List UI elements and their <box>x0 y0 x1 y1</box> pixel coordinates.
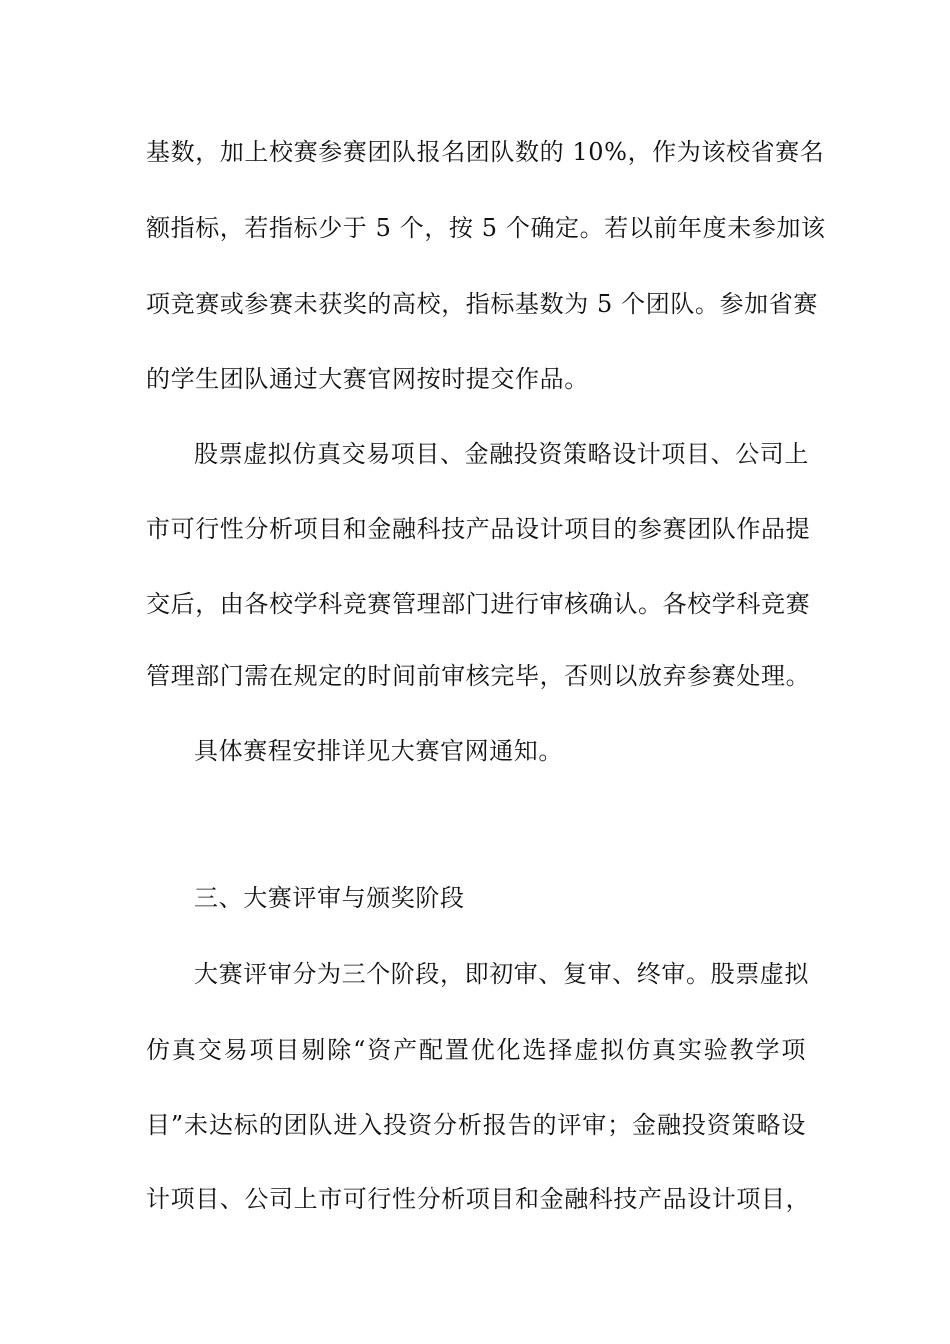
paragraph-line: 基数，加上校赛参赛团队报名团队数的 10%，作为该校省赛名 <box>146 138 825 166</box>
paragraph-line: 具体赛程安排详见大赛官网通知。 <box>194 737 563 765</box>
paragraph-line: 的学生团队通过大赛官网按时提交作品。 <box>146 365 589 393</box>
paragraph-line: 仿真交易项目剔除“资产配置优化选择虚拟仿真实验教学项 <box>146 1036 806 1064</box>
paragraph-line: 大赛评审分为三个阶段，即初审、复审、终审。股票虚拟 <box>194 960 809 988</box>
paragraph-line: 项竞赛或参赛未获奖的高校，指标基数为 5 个团队。参加省赛 <box>146 290 818 318</box>
paragraph-line: 交后，由各校学科竞赛管理部门进行审核确认。各校学科竞赛 <box>146 590 811 618</box>
paragraph-line: 计项目、公司上市可行性分析项目和金融科技产品设计项目， <box>146 1185 811 1213</box>
paragraph-line: 市可行性分析项目和金融科技产品设计项目的参赛团队作品提 <box>146 515 811 543</box>
paragraph-line: 额指标，若指标少于 5 个，按 5 个确定。若以前年度未参加该 <box>146 214 826 242</box>
paragraph-line: 管理部门需在规定的时间前审核完毕，否则以放弃参赛处理。 <box>146 662 811 690</box>
paragraph-line: 股票虚拟仿真交易项目、金融投资策略设计项目、公司上 <box>194 440 809 468</box>
paragraph-line: 目”未达标的团队进入投资分析报告的评审；金融投资策略设 <box>146 1111 806 1139</box>
section-heading: 三、大赛评审与颁奖阶段 <box>194 884 465 912</box>
